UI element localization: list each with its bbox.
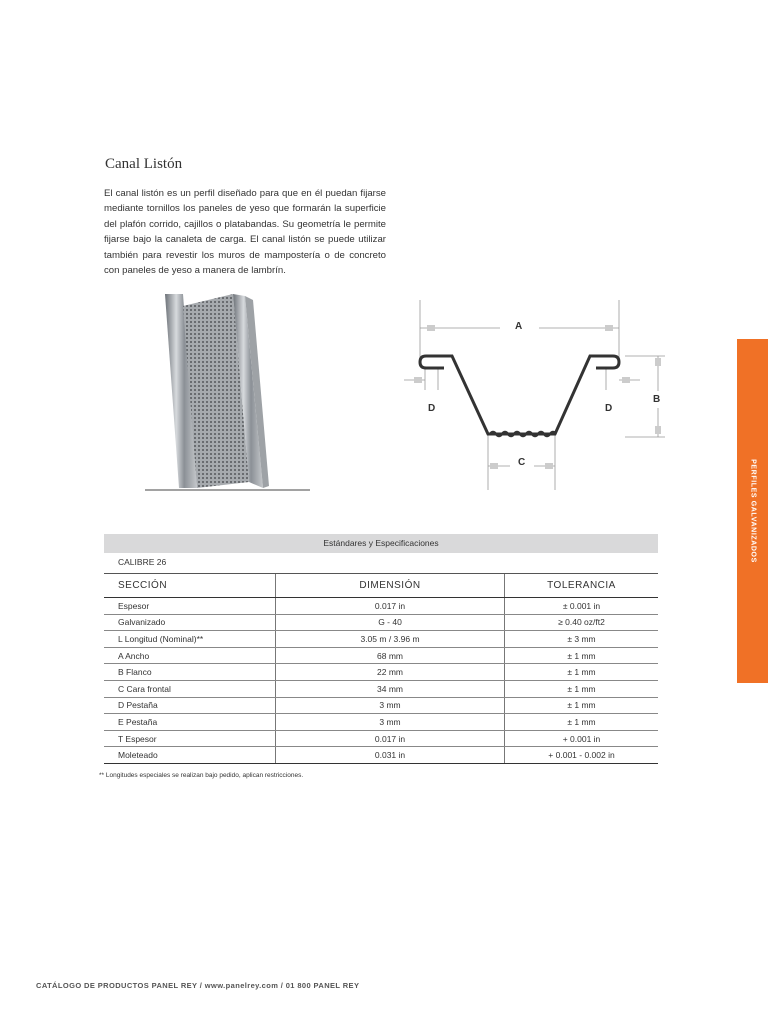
header-tolerancia: TOLERANCIA	[505, 574, 659, 598]
cell-tolerancia: + 0.001 - 0.002 in	[505, 747, 659, 764]
cell-tolerancia: ± 1 mm	[505, 697, 659, 714]
cell-dimension: 3.05 m / 3.96 m	[276, 631, 505, 648]
cell-dimension: 34 mm	[276, 680, 505, 697]
table-footnote: ** Longitudes especiales se realizan bajo pedido, aplican restricciones.	[99, 772, 304, 779]
label-d-right: D	[605, 403, 613, 414]
cell-dimension: 0.017 in	[276, 730, 505, 747]
intro-paragraph: El canal listón es un perfil diseñado para que en él puedan fijarse mediante tornillos los paneles de yeso que formarán la superficie del plafón corrido, cajillos o platabandas. Su geometría le permite fijarse bajo la canaleta de carga. El canal listón se puede utilizar también para revestir los muros de mampostería o de concreto con paneles de yeso a manera de lambrín.	[104, 188, 386, 277]
cell-seccion: Galvanizado	[104, 614, 276, 631]
table-row	[104, 631, 658, 648]
section-side-tab	[737, 339, 768, 683]
table-row	[104, 714, 658, 731]
cell-tolerancia: ± 1 mm	[505, 680, 659, 697]
label-b: B	[653, 394, 661, 405]
cell-tolerancia: + 0.001 in	[505, 730, 659, 747]
table-row	[104, 680, 658, 697]
dimension-diagram	[400, 296, 675, 496]
cell-tolerancia: ± 3 mm	[505, 631, 659, 648]
table-row	[104, 697, 658, 714]
caliber-label: CALIBRE 26	[118, 557, 167, 567]
page-footer: CATÁLOGO DE PRODUCTOS PANEL REY / www.panelrey.com / 01 800 PANEL REY	[36, 981, 360, 990]
label-d-left: D	[428, 403, 436, 414]
label-a: A	[515, 321, 523, 332]
cell-tolerancia: ± 1 mm	[505, 714, 659, 731]
cell-dimension: 0.017 in	[276, 598, 505, 615]
header-seccion: SECCIÓN	[104, 574, 276, 598]
specs-title: Estándares y Especificaciones	[104, 534, 658, 553]
table-header-row	[104, 574, 658, 598]
table-row	[104, 598, 658, 615]
cell-dimension: G - 40	[276, 614, 505, 631]
cell-dimension: 0.031 in	[276, 747, 505, 764]
page-title: Canal Listón	[105, 156, 183, 172]
cell-seccion: Moleteado	[104, 747, 276, 764]
cell-dimension: 3 mm	[276, 697, 505, 714]
cell-dimension: 3 mm	[276, 714, 505, 731]
cell-seccion: B Flanco	[104, 664, 276, 681]
cell-seccion: C Cara frontal	[104, 680, 276, 697]
cell-tolerancia: ± 0.001 in	[505, 598, 659, 615]
cell-seccion: T Espesor	[104, 730, 276, 747]
cell-tolerancia: ± 1 mm	[505, 664, 659, 681]
cell-dimension: 22 mm	[276, 664, 505, 681]
cell-tolerancia: ≥ 0.40 oz/ft2	[505, 614, 659, 631]
table-row	[104, 747, 658, 764]
side-tab-label: PERFILES GALVANIZADOS	[749, 459, 756, 563]
label-c: C	[518, 457, 526, 468]
cell-seccion: L Longitud (Nominal)**	[104, 631, 276, 648]
cell-seccion: A Ancho	[104, 647, 276, 664]
cell-seccion: Espesor	[104, 598, 276, 615]
table-row	[104, 664, 658, 681]
table-row	[104, 730, 658, 747]
table-row	[104, 647, 658, 664]
header-dimension: DIMENSIÓN	[276, 574, 505, 598]
specs-table	[104, 573, 658, 764]
cell-seccion: D Pestaña	[104, 697, 276, 714]
cell-tolerancia: ± 1 mm	[505, 647, 659, 664]
cell-dimension: 68 mm	[276, 647, 505, 664]
product-photo	[145, 292, 310, 494]
cell-seccion: E Pestaña	[104, 714, 276, 731]
table-row	[104, 614, 658, 631]
